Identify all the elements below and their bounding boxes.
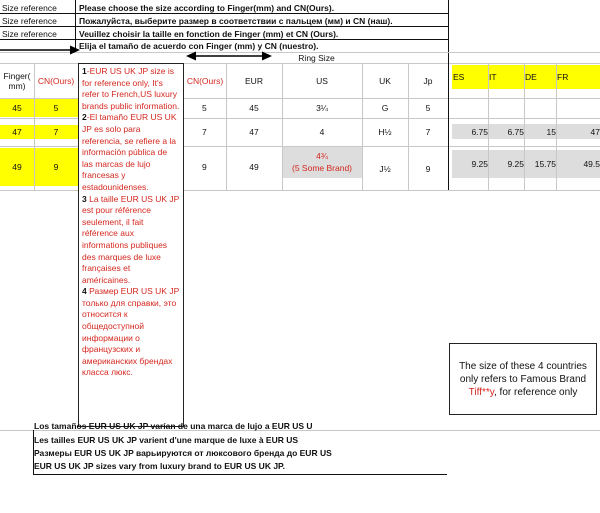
row1-cn2: 5 [202,103,207,113]
grid-line [448,0,449,63]
row1-us: 3¼ [316,103,328,113]
brand-note-box [449,343,597,415]
grid-line [556,63,557,190]
row1-eur: 45 [249,103,259,113]
row3-uk: J½ [379,164,391,174]
note-num-2: 2 [82,112,87,123]
row3-it: 9.25 [488,150,526,178]
row3-us-line2: (5 Some Brand) [292,163,352,173]
grid-line [34,63,35,190]
col-cn-2: CN(Ours) [186,75,224,86]
row2-fr: 47 [556,124,600,139]
row2-es: 6.75 [452,124,490,139]
brand-note-after: , for reference only [494,386,578,398]
grid-line [0,13,448,14]
header-text-1: Please choose the size according to Finger(mm) and CN(Ours). [79,3,335,13]
row2-uk: H½ [378,127,392,137]
grid-line [408,63,409,190]
row2-jp: 7 [425,127,431,137]
grid-line [226,63,227,190]
header-text-3: Veuillez choisir la taille en fonction de Finger (mm) et CN (Ours). [79,29,339,39]
brand-note-brand: Tiff**y [468,386,494,398]
col-jp: Jp [423,75,433,86]
row3-us-line1: 4¾ [316,151,328,161]
row3-fr: 49.5 [556,150,600,178]
col-es: ES [452,65,489,89]
row3-es: 9.25 [452,150,490,178]
brand-note-before: The size of these 4 countries only refers to Famous Brand [459,360,587,385]
col-de: DE [524,65,557,89]
row2-cn: 7 [34,125,78,139]
header-text-4: Elija el tamaño de acuerdo con Finger (mm) y CN (nuestro). [79,41,319,51]
col-cn: CN(Ours) [37,75,75,86]
row3-cn: 9 [34,148,78,186]
row3-jp: 9 [425,164,431,174]
header-label-3: Size reference [2,29,57,39]
row1-uk: G [381,103,389,113]
row2-finger: 47 [0,125,34,139]
row1-finger: 45 [0,99,34,117]
ring-size-label: Ring Size [298,53,335,63]
note-num-4: 4 [82,286,87,297]
size-note-box [78,63,184,427]
bottom-line-2: Les tailles EUR US UK JP varient d'une marque de luxe à EUR US [34,435,299,445]
grid-line [33,474,447,475]
grid-line [448,63,449,190]
header-label-1: Size reference [2,3,57,13]
col-finger: Finger( mm) [3,70,31,91]
header-text-2: Пожалуйста, выберите размер в соответствии с пальцем (мм) и CN (наш). [79,16,393,26]
col-it: IT [488,65,525,89]
col-us: US [316,75,328,86]
grid-line [0,26,448,27]
grid-line [362,63,363,190]
brand-note-text [456,360,590,399]
row2-eur: 47 [249,127,259,137]
note-paragraph-1: -EUR US UK JP size is for reference only, It's refer to French,US luxury brands public information. [82,66,180,111]
header-label-2: Size reference [2,16,57,26]
note-num-1: 1 [82,66,87,76]
row1-jp: 5 [425,103,431,113]
arrow-right-icon [0,44,80,56]
col-fr: FR [556,65,600,89]
row3-de: 15.75 [524,150,558,178]
arrow-both-icon [186,50,272,62]
note-paragraph-4: Размер EUR US UK JP только для справки, это относится к общедоступной информации о французских и американских брендах класса люкс. [82,286,180,378]
row3-finger: 49 [0,148,34,186]
row2-us: 4 [319,127,325,137]
row2-it: 6.75 [488,124,526,139]
bottom-line-3: Размеры EUR US UK JP варьируются от люксового бренда до EUR US [34,448,332,458]
note-paragraph-3: La taille EUR US UK JP est pour référence seulement, il fait référence aux informations publiques des marques de luxe françaises et américaines. [82,193,180,285]
grid-line [282,63,283,190]
row3-eur: 49 [249,162,259,172]
row3-cn2: 9 [202,162,207,172]
col-uk: UK [379,75,391,86]
col-eur: EUR [245,75,263,86]
row2-de: 15 [524,124,558,139]
note-paragraph-2: -El tamaño EUR US UK JP es solo para referencia, se refiere a la información pública de las marcas de lujo francesas y estadounidenses. [82,112,177,192]
row2-cn2: 7 [202,127,207,137]
bottom-line-4: EUR US UK JP sizes vary from luxury brand to EUR US UK JP. [34,461,285,471]
bottom-line-1: Los tamaños EUR US UK JP varían de una marca de lujo a EUR US U [34,421,313,431]
row1-cn: 5 [34,99,78,117]
grid-line [0,39,448,40]
grid-line [488,63,489,190]
note-num-3: 3 [82,193,87,204]
grid-line [524,63,525,190]
